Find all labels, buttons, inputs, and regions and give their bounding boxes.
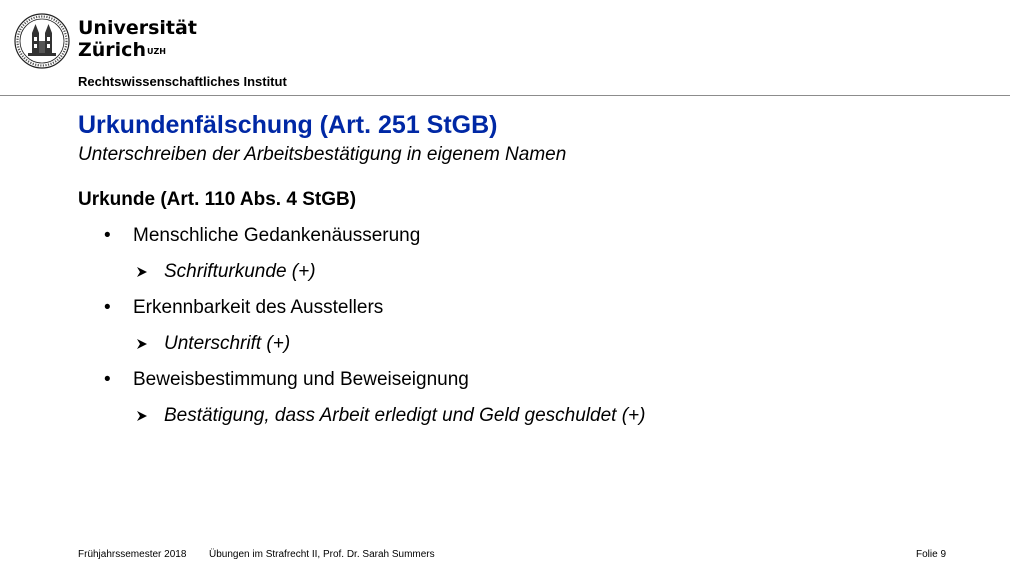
criteria-group xyxy=(78,366,978,438)
bullet-icon: • xyxy=(104,369,111,390)
arrow-bullet-icon xyxy=(136,266,148,278)
uzh-suffix: UZH xyxy=(146,47,166,56)
list-item xyxy=(78,294,978,330)
list-item xyxy=(78,366,978,402)
slide-subtitle: Unterschreiben der Arbeitsbestätigung in eigenem Namen xyxy=(78,144,567,165)
university-name xyxy=(78,17,197,61)
criteria-group xyxy=(78,294,978,366)
content-heading: Urkunde (Art. 110 Abs. 4 StGB) xyxy=(78,189,357,210)
arrow-bullet-icon xyxy=(136,410,148,422)
list-item-label: Beweisbestimmung und Beweiseignung xyxy=(133,369,469,390)
sub-item xyxy=(78,330,978,366)
university-name-line1: Universität xyxy=(78,17,197,39)
university-name-zurich: Zürich xyxy=(78,39,146,61)
list-item-label: Menschliche Gedankenäusserung xyxy=(133,225,421,246)
arrow-bullet-icon xyxy=(136,338,148,350)
footer-semester: Frühjahrssemester 2018 xyxy=(78,549,187,560)
sub-item-label: Bestätigung, dass Arbeit erledigt und Geld geschuldet (+) xyxy=(164,405,646,426)
footer-page-number: Folie 9 xyxy=(916,549,947,560)
slide-title: Urkundenfälschung (Art. 251 StGB) xyxy=(78,111,498,139)
sub-item xyxy=(78,402,978,438)
slide-content xyxy=(78,186,978,438)
institute-name: Rechtswissenschaftliches Institut xyxy=(78,74,287,89)
bullet-icon: • xyxy=(104,225,111,246)
header-divider xyxy=(0,95,1010,96)
list-item xyxy=(78,222,978,258)
sub-item-label: Schrifturkunde (+) xyxy=(164,261,316,282)
university-seal-logo xyxy=(14,13,70,69)
list-item-label: Erkennbarkeit des Ausstellers xyxy=(133,297,384,318)
footer-course: Übungen im Strafrecht II, Prof. Dr. Sarah Summers xyxy=(209,549,435,560)
criteria-list xyxy=(78,222,978,438)
bullet-icon: • xyxy=(104,297,111,318)
sub-item xyxy=(78,258,978,294)
university-name-line2 xyxy=(78,39,197,61)
sub-item-label: Unterschrift (+) xyxy=(164,333,291,354)
criteria-group xyxy=(78,222,978,294)
